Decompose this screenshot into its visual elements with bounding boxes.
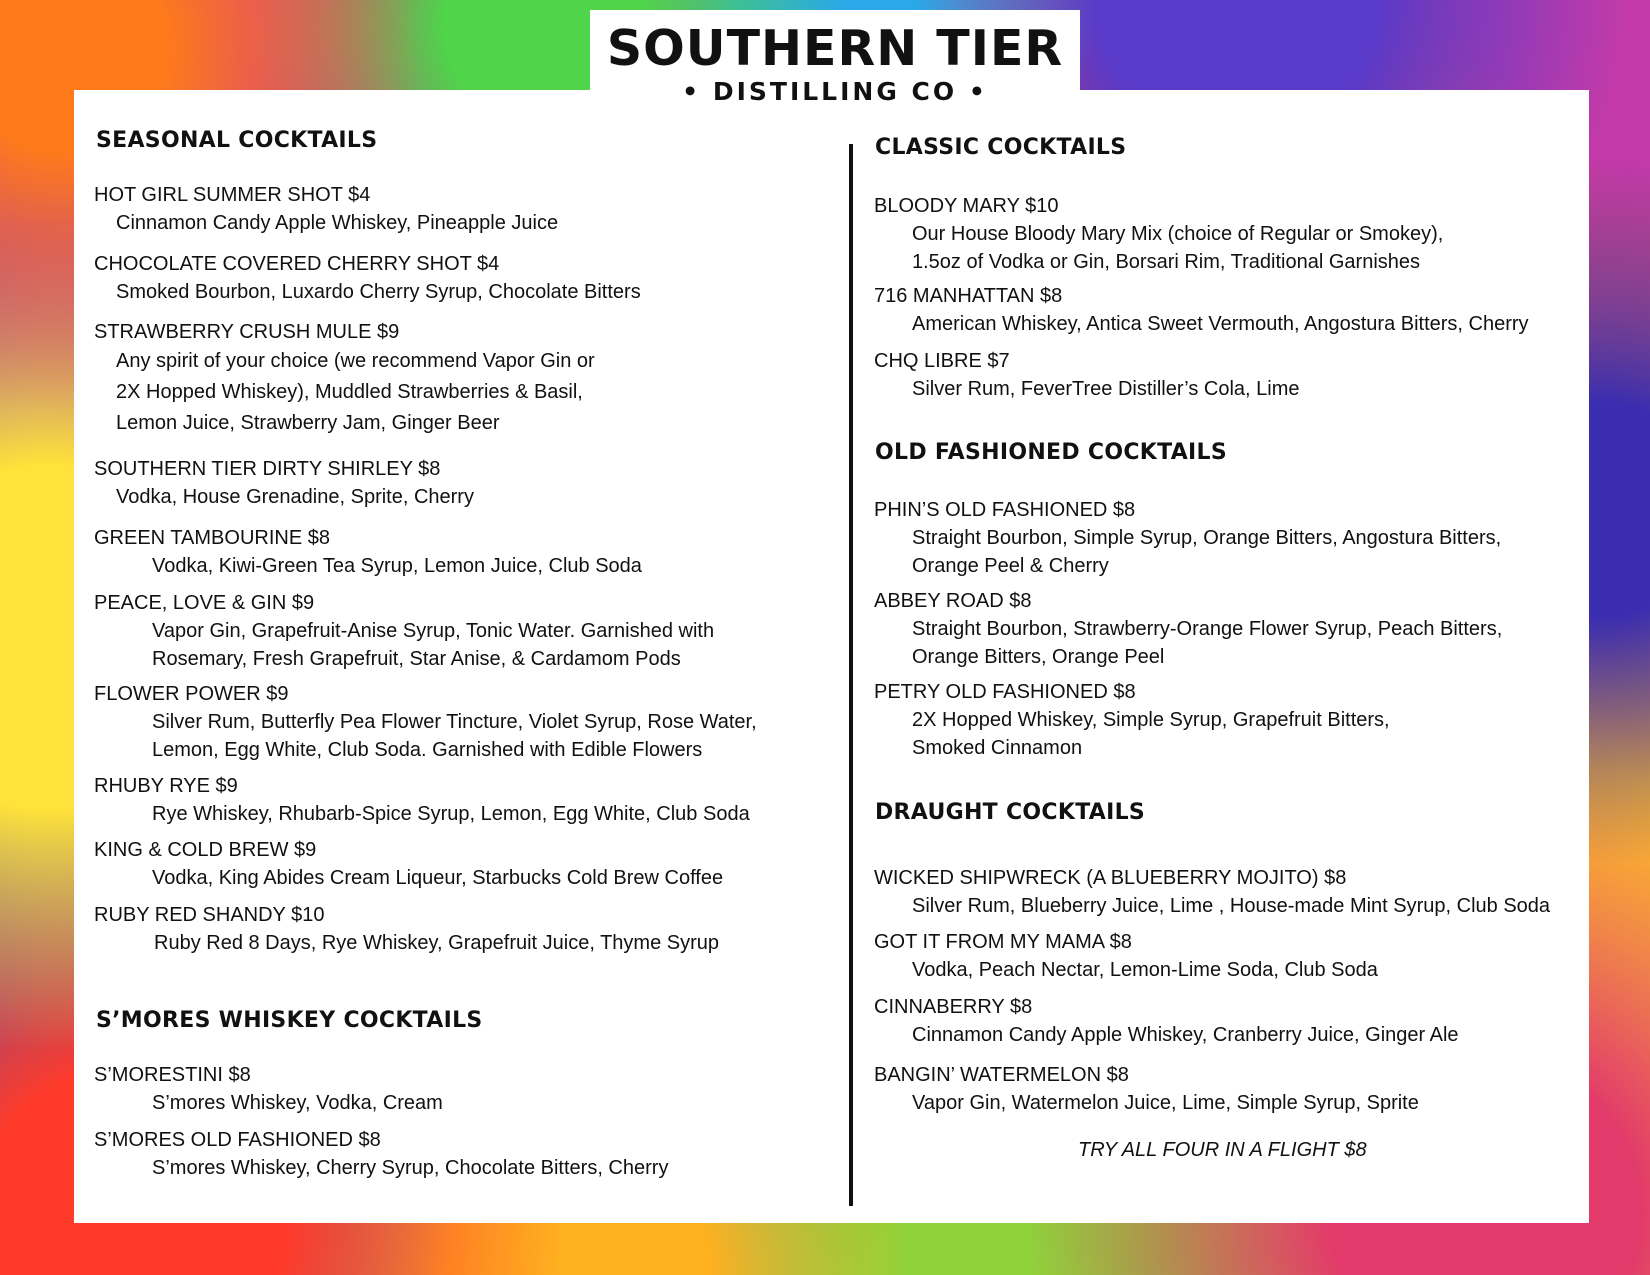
description-line: 2X Hopped Whiskey), Muddled Strawberries & Basil, [116,381,583,403]
item-description [874,375,1300,403]
description-line: S’mores Whiskey, Vodka, Cream [152,1092,443,1114]
menu-item [874,864,1550,920]
item-name: BANGIN’ WATERMELON $8 [874,1064,1129,1086]
description-line: Cinnamon Candy Apple Whiskey, Pineapple Juice [116,212,559,234]
item-description [874,706,1390,762]
item-description [874,1089,1419,1117]
description-line: Orange Bitters, Orange Peel [912,646,1165,668]
description-line: Cinnamon Candy Apple Whiskey, Cranberry Juice, Ginger Ale [912,1024,1459,1046]
seasonal-heading: SEASONAL COCKTAILS [96,128,378,153]
item-description [94,708,757,764]
item-description [94,1154,668,1182]
description-line: Vodka, House Grenadine, Sprite, Cherry [116,486,474,508]
description-line: Smoked Cinnamon [912,737,1083,759]
description-line: 1.5oz of Vodka or Gin, Borsari Rim, Traditional Garnishes [912,251,1421,273]
description-line: Rosemary, Fresh Grapefruit, Star Anise, & Cardamom Pods [152,648,681,670]
menu-item [94,772,750,828]
menu-item [874,1061,1419,1117]
menu-item [874,993,1459,1049]
item-name: 716 MANHATTAN $8 [874,285,1063,307]
item-name: CHQ LIBRE $7 [874,350,1010,372]
description-line: Vodka, Peach Nectar, Lemon-Lime Soda, Club Soda [912,959,1378,981]
item-name: KING & COLD BREW $9 [94,839,317,861]
item-description [94,1089,443,1117]
item-description [94,483,474,511]
brand-name: SOUTHERN TIER [606,20,1064,77]
menu-item [874,347,1300,403]
item-description [94,800,750,828]
menu-item [94,680,757,764]
item-description [94,209,558,237]
menu-item [874,192,1443,276]
item-name: CHOCOLATE COVERED CHERRY SHOT $4 [94,253,500,275]
description-line: Vodka, King Abides Cream Liqueur, Starbucks Cold Brew Coffee [152,867,724,889]
item-name: SOUTHERN TIER DIRTY SHIRLEY $8 [94,458,441,480]
item-name: CINNABERRY $8 [874,996,1033,1018]
menu-item [94,901,719,957]
description-line: Our House Bloody Mary Mix (choice of Regular or Smokey), [912,223,1444,245]
menu-item [94,1061,443,1117]
brand-logo [590,10,1080,105]
item-name: GOT IT FROM MY MAMA $8 [874,931,1132,953]
item-description [94,864,723,892]
item-description [874,310,1529,338]
menu-item [874,928,1378,984]
classic-heading: CLASSIC COCKTAILS [875,135,1127,160]
item-name: WICKED SHIPWRECK (A BLUEBERRY MOJITO) $8 [874,867,1347,889]
description-line: American Whiskey, Antica Sweet Vermouth, Angostura Bitters, Cherry [912,313,1529,335]
menu-item [94,1126,668,1182]
item-name: PHIN’S OLD FASHIONED $8 [874,499,1136,521]
description-line: Silver Rum, FeverTree Distiller’s Cola, Lime [912,378,1300,400]
item-description [874,956,1378,984]
item-description [874,1021,1459,1049]
description-line: Smoked Bourbon, Luxardo Cherry Syrup, Chocolate Bitters [116,281,641,303]
description-line: Orange Peel & Cherry [912,555,1109,577]
item-description [94,278,641,306]
item-name: HOT GIRL SUMMER SHOT $4 [94,184,371,206]
menu-item [94,455,474,511]
menu-item [874,282,1529,338]
menu-item [94,181,558,237]
description-line: Vapor Gin, Grapefruit-Anise Syrup, Tonic Water. Garnished with [152,620,715,642]
item-name: S’MORESTINI $8 [94,1064,251,1086]
item-description [94,552,642,580]
item-name: STRAWBERRY CRUSH MULE $9 [94,321,400,343]
menu-item [874,587,1502,671]
item-description [874,615,1502,671]
item-name: FLOWER POWER $9 [94,683,289,705]
item-name: PEACE, LOVE & GIN $9 [94,592,315,614]
menu-item [94,524,642,580]
item-name: PETRY OLD FASHIONED $8 [874,681,1136,703]
description-line: Vapor Gin, Watermelon Juice, Lime, Simple Syrup, Sprite [912,1092,1419,1114]
item-name: RHUBY RYE $9 [94,775,238,797]
item-name: ABBEY ROAD $8 [874,590,1032,612]
description-line: Ruby Red 8 Days, Rye Whiskey, Grapefruit Juice, Thyme Syrup [154,932,720,954]
description-line: Lemon Juice, Strawberry Jam, Ginger Beer [116,412,500,434]
description-line: Rye Whiskey, Rhubarb-Spice Syrup, Lemon, Egg White, Club Soda [152,803,750,825]
oldfashioned-heading: OLD FASHIONED COCKTAILS [875,440,1227,465]
description-line: Straight Bourbon, Strawberry-Orange Flower Syrup, Peach Bitters, [912,618,1503,640]
description-line: S’mores Whiskey, Cherry Syrup, Chocolate Bitters, Cherry [152,1157,669,1179]
brand-subtitle: • DISTILLING CO • [682,77,988,106]
draught-heading: DRAUGHT COCKTAILS [875,800,1146,825]
menu-item [94,250,641,306]
menu-item [874,496,1501,580]
description-line: Vodka, Kiwi-Green Tea Syrup, Lemon Juice, Club Soda [152,555,642,577]
menu-item [94,589,714,673]
description-line: Straight Bourbon, Simple Syrup, Orange Bitters, Angostura Bitters, [912,527,1502,549]
item-name: S’MORES OLD FASHIONED $8 [94,1129,381,1151]
menu-item [874,678,1390,762]
item-description [874,892,1550,920]
item-description [94,929,719,957]
menu-item [94,836,723,892]
item-description [94,346,595,439]
smores-heading: S’MORES WHISKEY COCKTAILS [96,1008,483,1033]
description-line: Silver Rum, Butterfly Pea Flower Tincture, Violet Syrup, Rose Water, [152,711,757,733]
item-description [94,617,714,673]
item-name: RUBY RED SHANDY $10 [94,904,325,926]
item-description [874,220,1443,276]
flight-note: TRY ALL FOUR IN A FLIGHT $8 [1078,1139,1367,1161]
item-name: BLOODY MARY $10 [874,195,1059,217]
description-line: Lemon, Egg White, Club Soda. Garnished with Edible Flowers [152,739,703,761]
description-line: 2X Hopped Whiskey, Simple Syrup, Grapefruit Bitters, [912,709,1390,731]
item-name: GREEN TAMBOURINE $8 [94,527,330,549]
item-description [874,524,1501,580]
column-divider [849,144,853,1206]
description-line: Any spirit of your choice (we recommend Vapor Gin or [116,350,595,372]
menu-item [94,318,595,439]
description-line: Silver Rum, Blueberry Juice, Lime , House-made Mint Syrup, Club Soda [912,895,1551,917]
